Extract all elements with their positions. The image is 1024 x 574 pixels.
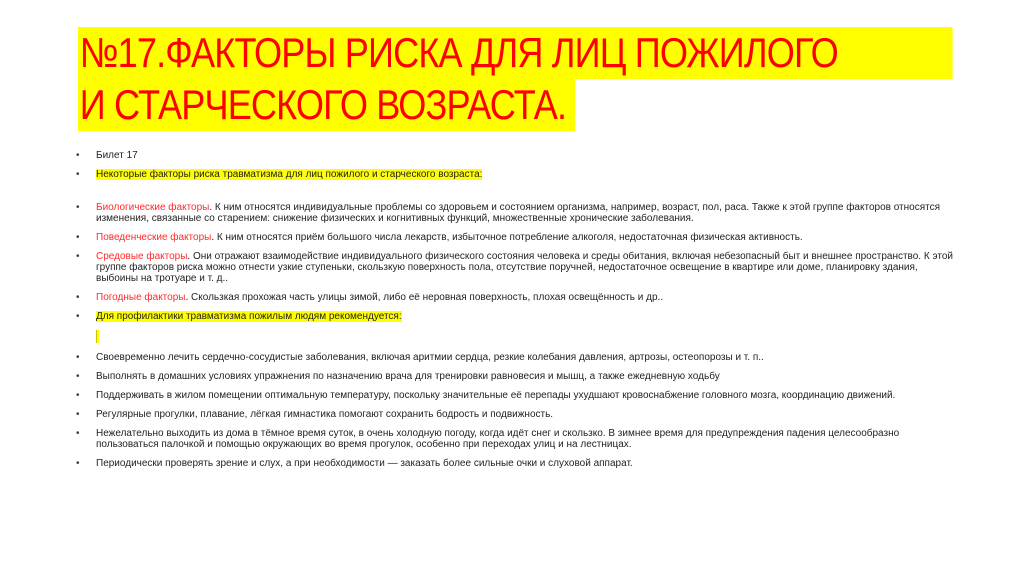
title-line-2: И СТАРЧЕСКОГО ВОЗРАСТА.	[78, 79, 575, 131]
list-item-rec-1	[76, 352, 956, 363]
biological-text: . К ним относятся индивидуальные проблемы со здоровьем и состоянием организма, например, возраст, пол, раса. Также к этой группе факторов относятся изменения, связанные со старением: снижение физических и когнитивных функций, множественные хронические заболевания.	[96, 202, 941, 224]
list-item-biological	[76, 202, 956, 224]
bullet-icon: •	[76, 390, 80, 401]
title-line-1: №17.ФАКТОРЫ РИСКА ДЛЯ ЛИЦ ПОЖИЛОГО	[78, 27, 953, 79]
weather-label: Погодные факторы	[96, 292, 186, 303]
list-item-prevention	[76, 311, 956, 322]
list-item-behavioral	[76, 232, 956, 243]
bullet-icon: •	[76, 251, 80, 262]
behavioral-text: . К ним относятся приём большого числа лекарств, избыточное потребление алкоголя, недостаточная физическая активность.	[211, 232, 803, 243]
list-item-intro	[76, 169, 956, 180]
list-item-rec-5	[76, 428, 956, 450]
bullet-icon: •	[76, 202, 80, 213]
ticket-text: Билет 17	[96, 150, 138, 161]
environmental-text: . Они отражают взаимодействие индивидуального физического состояния человека и среды обитания, включая небезопасный быт и внешнее пространство. К этой группе факторов риска можно отнести узкие ступеньки, скользкую поверхность пола, отсутствие поручней, недостаточное освещение в квартире или доме, планировку здания, выбоины на тротуаре и т. д..	[96, 251, 953, 284]
list-item-rec-3	[76, 390, 956, 401]
text-cursor-line[interactable]	[76, 330, 956, 352]
environmental-label: Средовые факторы	[96, 251, 188, 262]
list-item-ticket	[76, 150, 956, 161]
biological-label: Биологические факторы	[96, 202, 210, 213]
prevention-text: Для профилактики травматизма пожилым людям рекомендуется:	[96, 311, 402, 322]
list-item-environmental	[76, 251, 956, 284]
rec-5-text: Нежелательно выходить из дома в тёмное время суток, в очень холодную погоду, когда идёт снег и скользко. В зимнее время для предупреждения падения целесообразно пользоваться палочкой и помощью окружающих во время прогулок, особенно при переходах улиц и на лестницах.	[96, 428, 900, 450]
bullet-icon: •	[76, 150, 80, 161]
list-item-rec-6	[76, 458, 956, 469]
bullet-icon: •	[76, 352, 80, 363]
slide-title	[78, 27, 958, 131]
rec-4-text: Регулярные прогулки, плавание, лёгкая гимнастика помогают сохранить бодрость и подвижность.	[96, 409, 554, 420]
weather-text: . Скользкая прохожая часть улицы зимой, либо её неровная поверхность, плохая освещённость и др..	[185, 292, 664, 303]
text-cursor-marker	[96, 330, 99, 343]
bullet-list	[76, 150, 956, 477]
bullet-icon: •	[76, 428, 80, 439]
behavioral-label: Поведенческие факторы	[96, 232, 212, 243]
list-item-rec-2	[76, 371, 956, 382]
list-item-rec-4	[76, 409, 956, 420]
bullet-icon: •	[76, 371, 80, 382]
rec-6-text: Периодически проверять зрение и слух, а при необходимости — заказать более сильные очки и слуховой аппарат.	[96, 458, 633, 469]
bullet-icon: •	[76, 458, 80, 469]
bullet-icon: •	[76, 292, 80, 303]
rec-1-text: Своевременно лечить сердечно-сосудистые заболевания, включая аритмии сердца, резкие колебания давления, артрозы, остеопорозы и т. п..	[96, 352, 764, 363]
rec-2-text: Выполнять в домашних условиях упражнения по назначению врача для тренировки равновесия и мышц, а также ежедневную ходьбу	[96, 371, 720, 382]
bullet-icon: •	[76, 311, 80, 322]
rec-3-text: Поддерживать в жилом помещении оптимальную температуру, поскольку значительные её перепады ухудшают кровоснабжение головного мозга, координацию движений.	[96, 390, 896, 401]
list-item-weather	[76, 292, 956, 303]
bullet-icon: •	[76, 409, 80, 420]
bullet-icon: •	[76, 169, 80, 180]
intro-text: Некоторые факторы риска травматизма для лиц пожилого и старческого возраста:	[96, 169, 483, 180]
bullet-icon: •	[76, 232, 80, 243]
